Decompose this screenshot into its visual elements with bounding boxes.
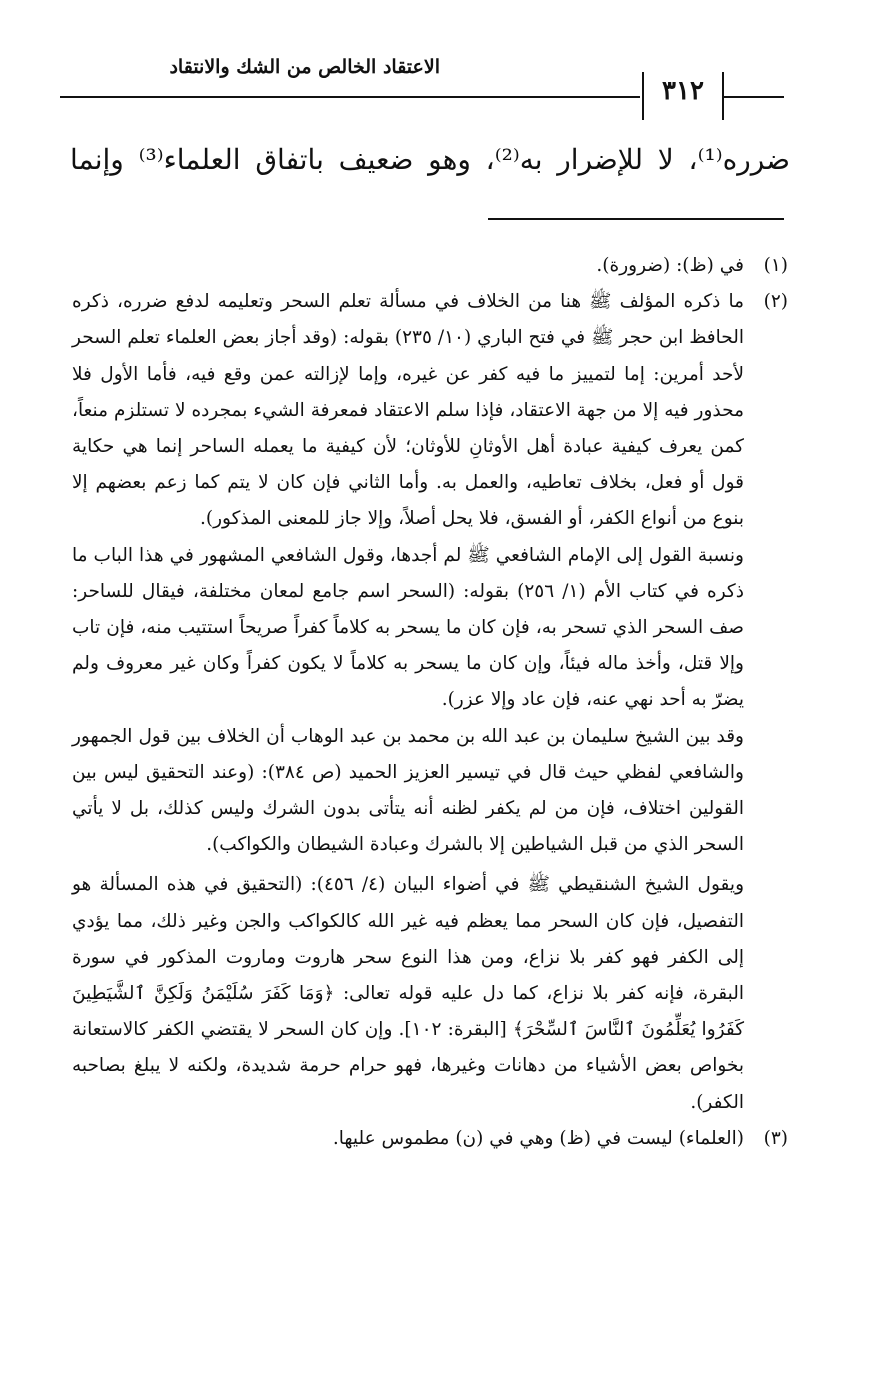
footnote-text: وقد بين الشيخ سليمان بن عبد الله بن محمد بن عبد الوهاب أن الخلاف بين قول الجمهور والشافعي لفظي حيث قال في تيسير العزيز الحميد (ص ٣٨٤): (وعند التحقيق ليس بين القولين اختلاف، فإن من لم يكفر لظنه أنه يتأتى بدون الشرك وليس كذلك، بل لا يأتي السحر الذي من قبل الشياطين إلا بالشرك وعبادة الشيطان والكواكب). (72, 725, 744, 856)
header-divider (642, 72, 644, 120)
footnote-number: (٢) (763, 291, 788, 313)
footnote (72, 284, 788, 1121)
page-header (60, 50, 785, 120)
main-text-line: ضرره⁽¹⁾، لا للإضرار به⁽²⁾، وهو ضعيف باتفاق العلماء⁽³⁾ وإنما (70, 143, 790, 176)
running-title: الاعتقاد الخالص من الشك والانتقاد (169, 56, 440, 78)
footnote-number: (١) (763, 255, 788, 276)
header-rule (60, 96, 640, 98)
footnotes (72, 248, 788, 1157)
footnote-text: (العلماء) ليست في (ظ) وهي في (ن) مطموس عليها. (332, 1127, 744, 1149)
footnote (72, 248, 788, 284)
header-rule (724, 96, 784, 98)
footnote-text: ويقول الشيخ الشنقيطي ﷺ في أضواء البيان (٤/ ٤٥٦): (التحقيق في هذه المسألة هو التفصيل، فإن كان السحر مما يعظم فيه غير الله كالكواكب والجن وغير ذلك، مما يؤدي إلى الكفر فهو كفر بلا نزاع، ومن هذا النوع سحر هاروت وماروت المذكور في سورة البقرة، فإنه كفر بلا نزاع، كما دل عليه قوله تعالى: ﴿وَمَا كَفَرَ سُلَيْمَنُ وَلَكِنَّ ٱلشَّيَطِينَ كَفَرُوا يُعَلِّمُونَ ٱلنَّاسَ ٱلسِّحْرَ﴾ [البقرة: ١٠٢]. وإن كان السحر لا يقتضي الكفر كالاستعانة بخواص بعض الأشياء من دهانات وغيرها، فهو حرام حرمة شديدة، ولكنه لا يبلغ بصاحبه الكفر). (72, 874, 744, 1113)
footnote-text: في (ظ): (ضرورة). (596, 255, 744, 276)
page-number: ٣١٢ (662, 76, 704, 106)
footnote-text: ما ذكره المؤلف ﷺ هنا من الخلاف في مسألة تعلم السحر وتعليمه لدفع ضرره، ذكره الحافظ ابن حجر ﷺ في فتح الباري (١٠/ ٢٣٥) بقوله: (وقد أجاز بعض العلماء تعلم السحر لأحد أمرين: إما لتمييز ما فيه كفر عن غيره، وإما لإزالته عمن وقع فيه، فأما الأول فلا محذور فيه إلا من جهة الاعتقاد، فإذا سلم الاعتقاد فمعرفة الشيء بمجرده لا تستلزم منعاً، كمن يعرف كيفية عبادة أهل الأوثانِ للأوثان؛ لأن كيفية ما يعمله الساحر إنما هي حكاية قول أو فعل، بخلاف تعاطيه، والعمل به. وأما الثاني فإن كان لا يتم كما زعم بعضهم إلا بنوع من أنواع الكفر، أو الفسق، فلا يحل أصلاً، وإلا جاز للمعنى المذكور). (72, 291, 744, 530)
footnote (72, 1121, 788, 1157)
footnote-number: (٣) (763, 1127, 788, 1149)
footnote-text: ونسبة القول إلى الإمام الشافعي ﷺ لم أجدها، وقول الشافعي المشهور في هذا الباب ما ذكره في كتاب الأم (١/ ٢٥٦) بقوله: (السحر اسم جامع لمعان مختلفة، فيقال للساحر: صف السحر الذي تسحر به، فإن كان ما يسحر به كلاماً كفراً صريحاً استتيب منه، فإن تاب وإلا قتل، وأخذ ماله فيئاً، وإن كان ما يسحر به كلاماً لا يكون كفراً وكان غير معروف ولم يضرّ به أحد نهي عنه، فإن عاد وإلا عزر). (72, 544, 744, 711)
footnote-separator (488, 218, 784, 220)
